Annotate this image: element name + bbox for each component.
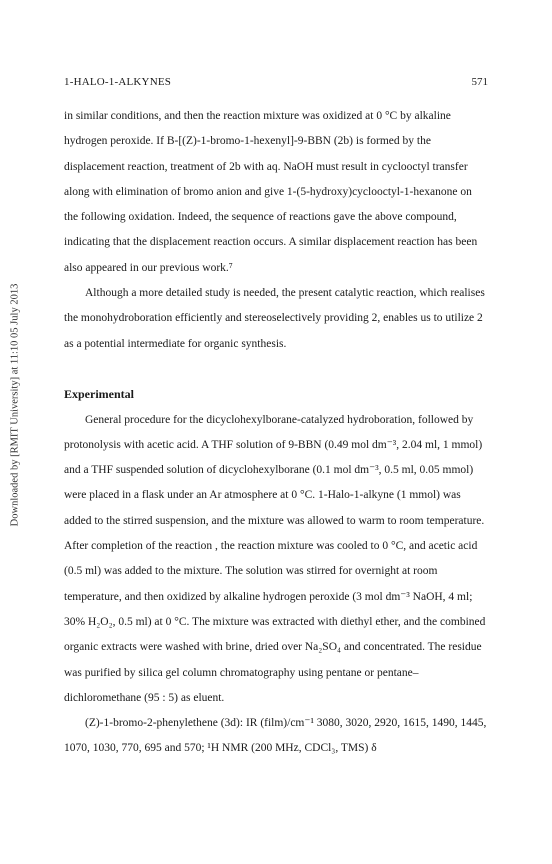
download-notice: Downloaded by [RMIT University] at 11:10 05 July 2013 — [9, 283, 21, 527]
section-heading-experimental: Experimental — [64, 387, 134, 402]
paragraph-displacement: in similar conditions, and then the reaction mixture was oxidized at 0 °C by alkaline hydrogen peroxide. If B-[(Z)-1-bromo-1-hexenyl]-9-BBN (2b) is formed by the displacement reaction, treatment of 2b with aq. NaOH must result in cyclooctyl transfer along with elimination of bromo anion and give 1-(5-hydroxy)cyclooctyl-1-hexanone on the following oxidation. Indeed, the sequence of reactions gave the above compound, indicating that the displacement reaction occurs. A similar displacement reaction has been also appeared in our previous work.⁷ — [64, 110, 478, 274]
paragraph-compound-3d: (Z)-1-bromo-2-phenylethene (3d): IR (film)/cm⁻¹ 3080, 3020, 2920, 1615, 1490, 1445, 1070, 1030, 770, 695 and 570; ¹H NMR (200 MHz, CDCl₃, TMS) δ — [64, 717, 487, 755]
paragraph-general-procedure: General procedure for the dicyclohexylborane-catalyzed hydroboration, followed by protonolysis with acetic acid. A THF solution of 9-BBN (0.49 mol dm⁻³, 2.04 ml, 1 mmol) and a THF suspended solution of dicyclohexylborane (0.1 mol dm⁻³, 0.5 ml, 0.05 mmol) were placed in a flask under an Ar atmosphere at 0 °C. 1-Halo-1-alkyne (1 mmol) was added to the stirred suspension, and the mixture was allowed to warm to room temperature. After completion of the reaction , the reaction mixture was cooled to 0 °C, and acetic acid (0.5 ml) was added to the mixture. The solution was stirred for overnight at room temperature, and then oxidized by alkaline hydrogen peroxide (3 mol dm⁻³ NaOH, 4 ml; 30% H₂O₂, 0.5 ml) at 0 °C. The mixture was extracted with diethyl ether, and the combined organic extracts were washed with brine, dried over Na₂SO₄ and concentrated. The residue was purified by silica gel column chromatography using pentane or pentane–dichloromethane (95 : 5) as eluent. — [64, 413, 486, 704]
paragraph-conclusion: Although a more detailed study is needed, the present catalytic reaction, which realises the monohydroboration efficiently and stereoselectively providing 2, enables us to utilize 2 as a potential intermediate for organic synthesis. — [64, 287, 485, 350]
page-header — [64, 76, 488, 92]
download-notice-sidebar — [8, 195, 22, 615]
page-number: 571 — [471, 76, 488, 88]
running-title: 1-HALO-1-ALKYNES — [64, 76, 172, 88]
page-body — [64, 104, 488, 762]
